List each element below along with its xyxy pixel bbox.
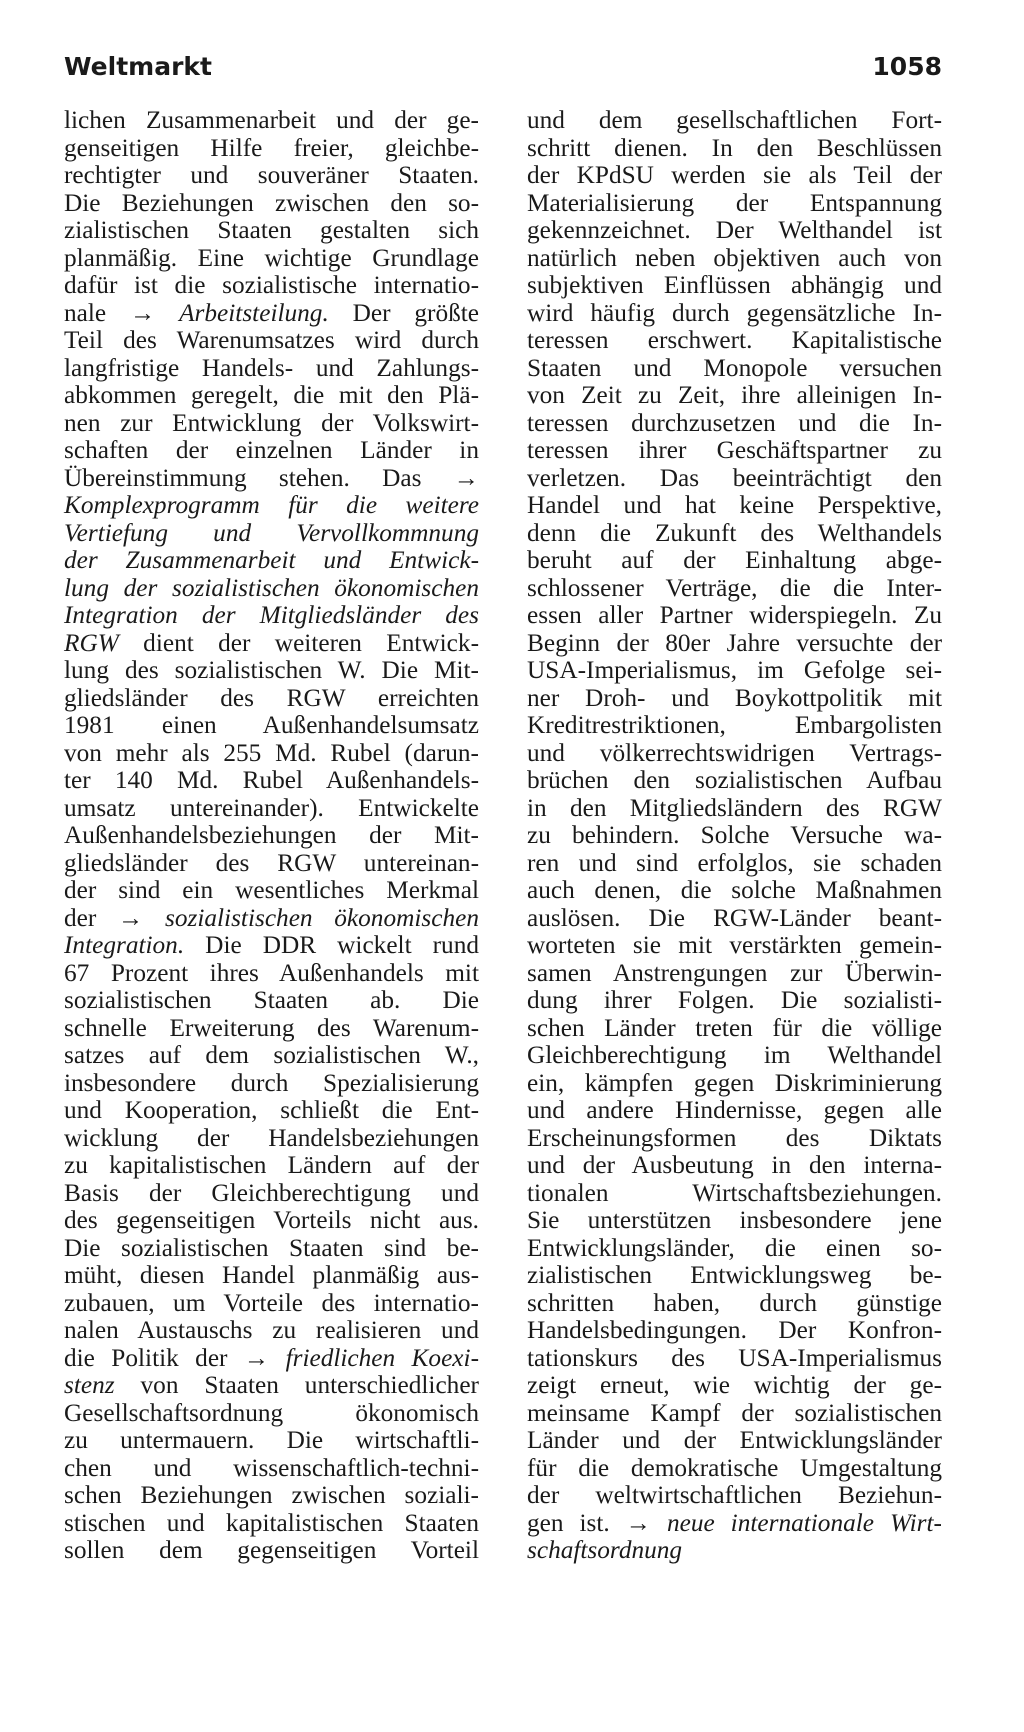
text-line: und dem gesellschaftlichen Fort- (527, 106, 942, 134)
text-line: verletzen. Das beeinträchtigt den (527, 463, 942, 492)
cross-reference-term: lung der sozialistischen ökonomischen (64, 573, 479, 602)
text-line: Außenhandelsbeziehungen der Mit- (64, 821, 479, 849)
text-line: teressen ihrer Geschäftspartner zu (527, 436, 942, 464)
text-line: auslösen. Die RGW-Länder beant- (527, 903, 942, 932)
text-line: auch denen, die solche Maßnahmen (527, 876, 942, 904)
text-line: 67 Prozent ihres Außenhandels mit (64, 958, 479, 987)
text-line (64, 547, 479, 575)
text-line (64, 520, 479, 548)
cross-reference-term: sozialistischen ökonomischen (165, 903, 479, 932)
text-line: schritt dienen. In den Beschlüssen (527, 133, 942, 162)
text-line: genseitigen Hilfe freier, gleichbe- (64, 133, 479, 162)
text-line: und andere Hindernisse, gegen alle (527, 1096, 942, 1124)
cross-reference-term: neue internationale Wirt- (666, 1508, 942, 1537)
right-text-column (527, 107, 942, 1565)
text-line: zu kapitalistischen Ländern auf der (64, 1151, 479, 1179)
text-line: schritten haben, durch günstige (527, 1288, 942, 1317)
text-run: Die DDR wickelt rund (184, 931, 479, 959)
text-line (64, 1372, 479, 1400)
left-text-column (64, 107, 479, 1565)
text-line: langfristige Handels- und Zahlungs- (64, 353, 479, 382)
text-line: Die Beziehungen zwischen den so- (64, 188, 479, 217)
text-line: gliedsländer des RGW untereinan- (64, 848, 479, 877)
text-line: ter 140 Md. Rubel Außenhandels- (64, 766, 479, 794)
text-line (64, 602, 479, 630)
text-line: teressen durchzusetzen und die In- (527, 408, 942, 437)
text-line: schlossener Verträge, die die Inter- (527, 573, 942, 602)
text-line: und völkerrechtswidrigen Vertrags- (527, 738, 942, 767)
text-line: für die demokratische Umgestaltung (527, 1453, 942, 1482)
text-run: Übereinstimmung stehen. Das (64, 463, 454, 492)
page-number: 1058 (872, 52, 942, 81)
text-line: ner Droh- und Boykottpolitik mit (527, 683, 942, 712)
text-line: ren und sind erfolglos, sie schaden (527, 848, 942, 877)
text-line (64, 630, 479, 658)
text-line: in den Mitgliedsländern des RGW (527, 793, 942, 822)
cross-reference-term: schaftsordnung (527, 1536, 683, 1564)
text-line: gekennzeichnet. Der Welthandel ist (527, 216, 942, 244)
text-line (64, 905, 479, 933)
text-line: Basis der Gleichberechtigung und (64, 1178, 479, 1207)
text-line: stischen und kapitalistischen Staaten (64, 1508, 479, 1537)
text-line: lichen Zusammenarbeit und der ge- (64, 106, 479, 134)
text-line: schen Beziehungen zwischen soziali- (64, 1481, 479, 1509)
cross-reference-term: Integration. (64, 931, 185, 959)
text-line: Beginn der 80er Jahre versuchte der (527, 628, 942, 657)
cross-reference-term: Vertiefung und Vervollkommnung (64, 518, 479, 547)
text-line: der weltwirtschaftlichen Beziehun- (527, 1481, 942, 1509)
text-line: Handel und hat keine Perspektive, (527, 491, 942, 519)
text-line: müht, diesen Handel planmäßig aus- (64, 1261, 479, 1289)
text-line: Materialisierung der Entspannung (527, 188, 942, 217)
text-line: nalen Austauschs zu realisieren und (64, 1316, 479, 1344)
text-line: insbesondere durch Spezialisierung (64, 1068, 479, 1097)
text-line: gliedsländer des RGW erreichten (64, 683, 479, 712)
text-line: 1981 einen Außenhandelsumsatz (64, 711, 479, 739)
text-line: planmäßig. Eine wichtige Grundlage (64, 243, 479, 272)
text-line: samen Anstrengungen zur Überwin- (527, 958, 942, 987)
cross-reference-term: stenz (64, 1371, 115, 1399)
text-line: subjektiven Einflüssen abhängig und (527, 271, 942, 299)
text-line: worteten sie mit verstärkten gemein- (527, 931, 942, 959)
text-run: nale (64, 298, 130, 327)
text-line: tationskurs des USA-Imperialismus (527, 1343, 942, 1372)
cross-reference-term: Arbeitsteilung. (179, 298, 329, 327)
text-line: Gesellschaftsordnung ökonomisch (64, 1398, 479, 1427)
text-line: brüchen den sozialistischen Aufbau (527, 766, 942, 794)
text-line: schen Länder treten für die völlige (527, 1013, 942, 1042)
text-line: der sind ein wesentliches Merkmal (64, 876, 479, 904)
text-line (64, 300, 479, 328)
text-line: Erscheinungsformen des Diktats (527, 1123, 942, 1152)
text-line: schnelle Erweiterung des Warenum- (64, 1013, 479, 1042)
text-line (527, 1510, 942, 1538)
text-line (527, 1537, 942, 1565)
text-line: abkommen geregelt, die mit den Plä- (64, 381, 479, 409)
text-line: nen zur Entwicklung der Volkswirt- (64, 408, 479, 437)
text-line: von Zeit zu Zeit, ihre alleinigen In- (527, 381, 942, 409)
text-line: USA-Imperialismus, im Gefolge sei- (527, 656, 942, 684)
text-line (64, 932, 479, 960)
text-line: zialistischen Staaten gestalten sich (64, 216, 479, 244)
text-line: zubauen, um Vorteile des internatio- (64, 1288, 479, 1317)
text-line: Kreditrestriktionen, Embargolisten (527, 711, 942, 739)
text-line: satzes auf dem sozialistischen W., (64, 1041, 479, 1069)
text-line: Gleichberechtigung im Welthandel (527, 1041, 942, 1069)
text-run: der (64, 903, 118, 932)
text-line: tionalen Wirtschaftsbeziehungen. (527, 1178, 942, 1207)
text-line: wird häufig durch gegensätzliche In- (527, 298, 942, 327)
text-line: rechtigter und souveräner Staaten. (64, 161, 479, 189)
text-line: teressen erschwert. Kapitalistische (527, 326, 942, 354)
text-line: Sie unterstützen insbesondere jene (527, 1206, 942, 1234)
text-line: Staaten und Monopole versuchen (527, 353, 942, 382)
page-title: Weltmarkt (64, 52, 212, 81)
text-line: dung ihrer Folgen. Die sozialisti- (527, 986, 942, 1014)
text-line: von mehr als 255 Md. Rubel (darun- (64, 738, 479, 767)
cross-reference-arrow: → (243, 1343, 286, 1372)
cross-reference-term: friedlichen Koexi- (285, 1343, 479, 1372)
text-line: Entwicklungsländer, die einen so- (527, 1233, 942, 1262)
text-line: umsatz untereinander). Entwickelte (64, 793, 479, 822)
text-run: von Staaten unterschiedlicher (114, 1371, 479, 1399)
text-line: Teil des Warenumsatzes wird durch (64, 326, 479, 354)
cross-reference-term: RGW (64, 628, 119, 657)
cross-reference-arrow: → (453, 463, 479, 492)
text-run: die Politik der (64, 1343, 244, 1372)
cross-reference-arrow: → (129, 298, 180, 327)
text-line (64, 465, 479, 493)
text-line: Handelsbedingungen. Der Konfron- (527, 1316, 942, 1344)
text-run: dient der weiteren Entwick- (118, 628, 479, 657)
text-line: und der Ausbeutung in den interna- (527, 1151, 942, 1179)
text-line: zu behindern. Solche Versuche wa- (527, 821, 942, 849)
text-line: meinsame Kampf der sozialistischen (527, 1398, 942, 1427)
text-run: gen ist. (527, 1508, 626, 1537)
cross-reference-term: der Zusammenarbeit und Entwick- (64, 546, 479, 574)
text-line (64, 575, 479, 603)
cross-reference-arrow: → (118, 903, 165, 932)
text-line: dafür ist die sozialistische internatio- (64, 271, 479, 299)
text-line: Die sozialistischen Staaten sind be- (64, 1233, 479, 1262)
text-line (64, 492, 479, 520)
text-line (64, 1345, 479, 1373)
text-line: zu untermauern. Die wirtschaftli- (64, 1426, 479, 1454)
text-line: Länder und der Entwicklungsländer (527, 1426, 942, 1454)
text-line: beruht auf der Einhaltung abge- (527, 546, 942, 574)
text-line: der KPdSU werden sie als Teil der (527, 161, 942, 189)
text-line: essen aller Partner widerspiegeln. Zu (527, 601, 942, 629)
text-line: lung des sozialistischen W. Die Mit- (64, 656, 479, 684)
text-line: zialistischen Entwicklungsweg be- (527, 1261, 942, 1289)
cross-reference-arrow: → (625, 1508, 667, 1537)
text-line: und Kooperation, schließt die Ent- (64, 1096, 479, 1124)
text-line: ein, kämpfen gegen Diskriminierung (527, 1068, 942, 1097)
text-line: natürlich neben objektiven auch von (527, 243, 942, 272)
text-line: wicklung der Handelsbeziehungen (64, 1123, 479, 1152)
cross-reference-term: Integration der Mitgliedsländer des (64, 601, 479, 629)
text-line: sozialistischen Staaten ab. Die (64, 986, 479, 1014)
text-run: Der größte (328, 298, 479, 327)
text-line: schaften der einzelnen Länder in (64, 436, 479, 464)
text-line: des gegenseitigen Vorteils nicht aus. (64, 1206, 479, 1234)
text-line: chen und wissenschaftlich-techni- (64, 1453, 479, 1482)
cross-reference-term: Komplexprogramm für die weitere (64, 491, 479, 519)
text-line: zeigt erneut, wie wichtig der ge- (527, 1371, 942, 1399)
text-line: sollen dem gegenseitigen Vorteil (64, 1536, 479, 1564)
text-line: denn die Zukunft des Welthandels (527, 518, 942, 547)
